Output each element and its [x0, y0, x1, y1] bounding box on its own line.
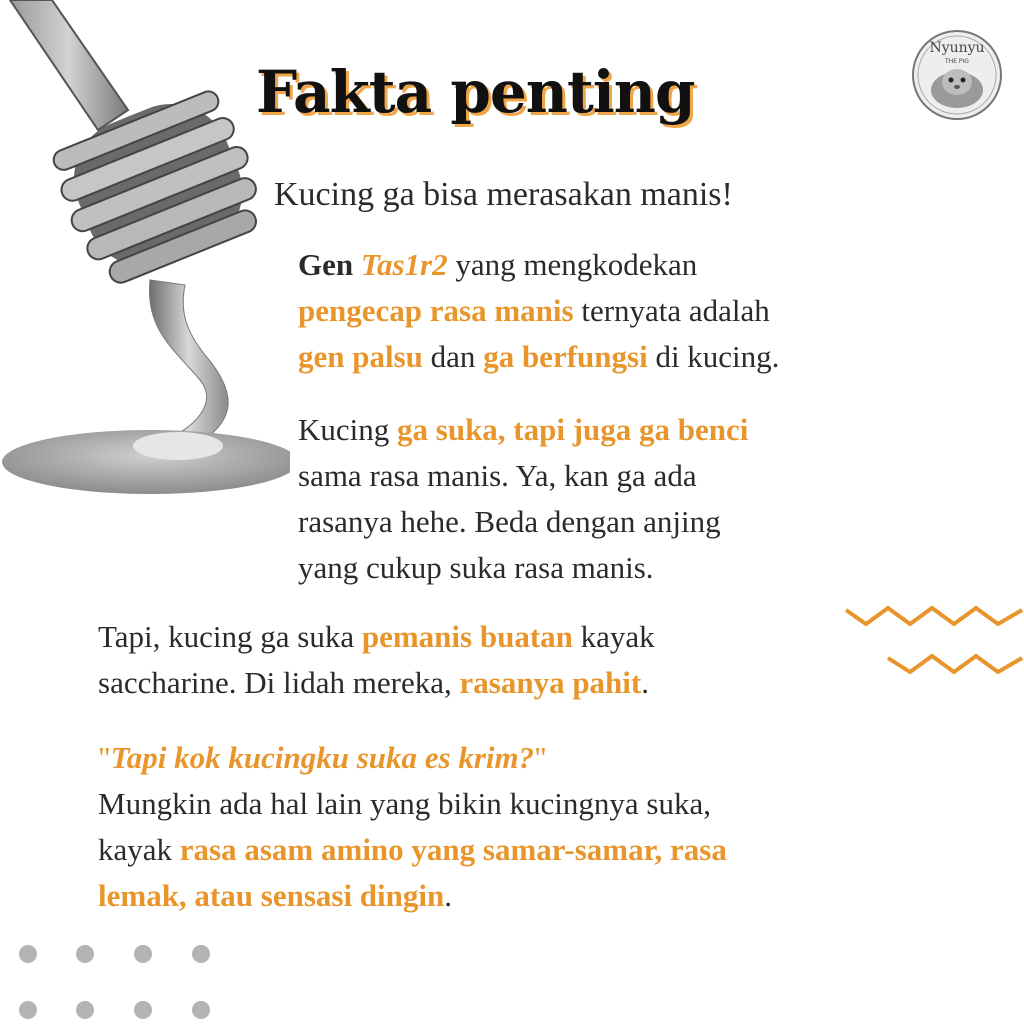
- text-line: sama rasa manis. Ya, kan ga ada: [298, 458, 697, 493]
- highlight-text: pengecap rasa manis: [298, 293, 574, 328]
- text-segment: .: [641, 665, 649, 700]
- text-segment: yang mengkodekan: [447, 247, 698, 282]
- text-line: Mungkin ada hal lain yang bikin kucingnya suka,: [98, 786, 711, 821]
- text-segment: Tapi, kucing ga suka: [98, 619, 362, 654]
- highlight-text: lemak, atau sensasi dingin: [98, 878, 445, 913]
- subtitle: Kucing ga bisa merasakan manis!: [274, 176, 733, 213]
- zigzag-lines: [844, 600, 1024, 680]
- dot-grid: [15, 940, 215, 1024]
- text-segment: saccharine. Di lidah mereka,: [98, 665, 460, 700]
- nyunyu-logo: [910, 28, 1004, 122]
- text-line: rasanya hehe. Beda dengan anjing: [298, 504, 721, 539]
- highlight-text: ga suka, tapi juga ga benci: [397, 412, 749, 447]
- quote-mark: ": [534, 740, 547, 775]
- gene-name: Tas1r2: [360, 247, 448, 282]
- highlight-text: pemanis buatan: [361, 619, 573, 654]
- text-segment: di kucing.: [647, 339, 780, 374]
- text-line: yang cukup suka rasa manis.: [298, 550, 654, 585]
- logo-name: Nyunyu: [929, 40, 985, 56]
- text-segment: Kucing: [298, 412, 398, 447]
- highlight-text: ga berfungsi: [483, 339, 648, 374]
- text-segment: .: [444, 878, 453, 913]
- paragraph-gene: [298, 242, 779, 380]
- text-segment: dan: [422, 339, 484, 374]
- text-segment: ternyata adalah: [573, 293, 770, 328]
- paragraph-icecream: [98, 735, 727, 919]
- honey-dipper-image: [0, 0, 290, 500]
- question-text: Tapi kok kucingku suka es krim?: [110, 740, 535, 775]
- page-title: Fakta penting: [256, 58, 695, 126]
- paragraph-like: [298, 407, 748, 591]
- text-segment: kayak: [572, 619, 655, 654]
- highlight-text: rasanya pahit: [459, 665, 642, 700]
- text-segment: kayak: [98, 832, 180, 867]
- paragraph-sweetener: [98, 614, 655, 706]
- highlight-text: gen palsu: [298, 339, 423, 374]
- highlight-text: rasa asam amino yang samar-samar, rasa: [179, 832, 727, 867]
- quote-mark: ": [98, 740, 111, 775]
- logo-tag: THE PIG: [945, 58, 969, 65]
- text-segment: Gen: [298, 247, 361, 282]
